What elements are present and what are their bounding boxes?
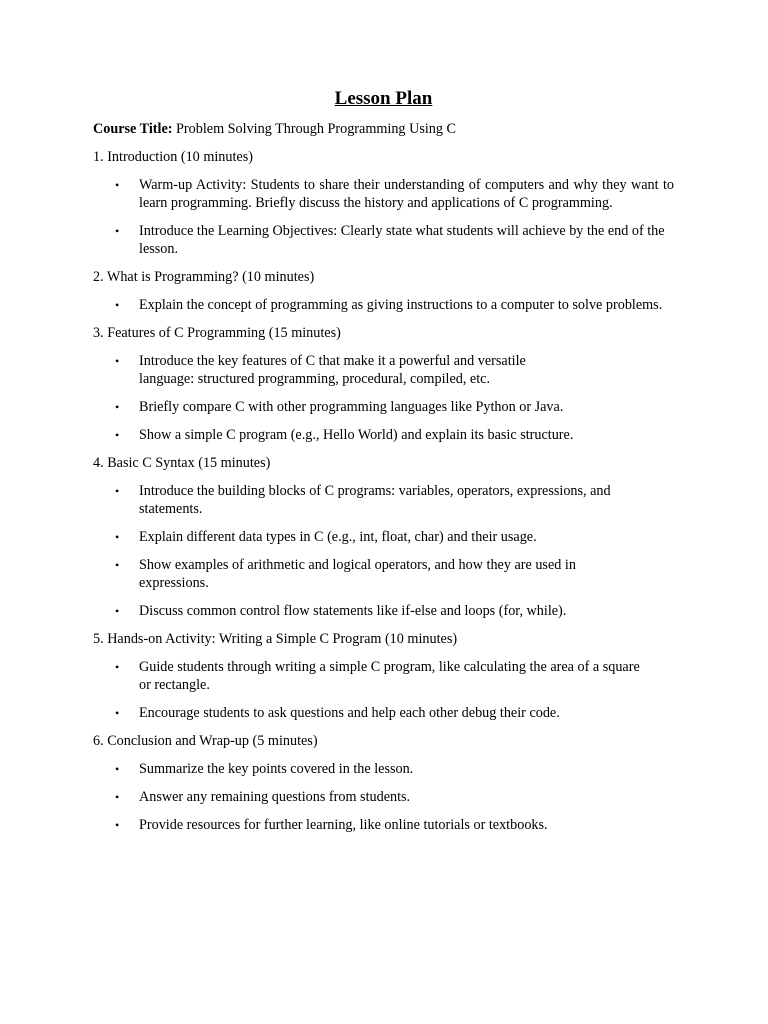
page-title: Lesson Plan <box>334 88 433 109</box>
course-title-line <box>93 120 674 138</box>
section-hands-on-activity <box>93 630 674 722</box>
section-introduction <box>93 148 674 258</box>
list-item <box>93 296 674 314</box>
list-item <box>93 816 674 834</box>
section-heading: 1. Introduction (10 minutes) <box>93 149 253 165</box>
list-item-text: Provide resources for further learning, like online tutorials or textbooks. <box>139 817 548 833</box>
list-item-text: Show examples of arithmetic and logical operators, and how they are used in expressions. <box>139 557 576 591</box>
bullet-icon: • <box>115 530 120 544</box>
bullet-icon: • <box>115 762 120 776</box>
section-heading: 6. Conclusion and Wrap-up (5 minutes) <box>93 733 318 749</box>
list-item-text: Warm-up Activity: Students to share their understanding of computers and why they want to learn programming. Briefly discuss the history and applications of C programming. <box>139 177 674 211</box>
list-item-text: Explain the concept of programming as giving instructions to a computer to solve problems. <box>139 297 663 313</box>
bullet-list <box>93 482 674 620</box>
list-item <box>93 760 674 778</box>
bullet-icon: • <box>115 790 120 804</box>
list-item <box>93 398 674 416</box>
bullet-list <box>93 760 674 834</box>
bullet-icon: • <box>115 178 120 192</box>
list-item-text: Encourage students to ask questions and help each other debug their code. <box>139 705 560 721</box>
bullet-icon: • <box>115 354 120 368</box>
list-item-text: Explain different data types in C (e.g., int, float, char) and their usage. <box>139 529 537 545</box>
list-item <box>93 602 674 620</box>
bullet-icon: • <box>115 484 120 498</box>
bullet-icon: • <box>115 298 120 312</box>
bullet-icon: • <box>115 818 120 832</box>
list-item-text: Introduce the key features of C that make it a powerful and versatile language: structured programming, procedural, compiled, etc. <box>139 353 526 387</box>
list-item-text: Answer any remaining questions from students. <box>139 789 411 805</box>
bullet-list <box>93 658 674 722</box>
list-item-text: Show a simple C program (e.g., Hello World) and explain its basic structure. <box>139 427 574 443</box>
list-item <box>93 176 674 212</box>
list-item <box>93 788 674 806</box>
section-heading: 5. Hands-on Activity: Writing a Simple C Program (10 minutes) <box>93 631 458 647</box>
course-title-value: Problem Solving Through Programming Using C <box>176 121 456 137</box>
section-heading: 2. What is Programming? (10 minutes) <box>93 269 315 285</box>
section-conclusion <box>93 732 674 834</box>
bullet-icon: • <box>115 558 120 572</box>
section-basic-c-syntax <box>93 454 674 620</box>
section-features-of-c <box>93 324 674 444</box>
bullet-icon: • <box>115 706 120 720</box>
bullet-icon: • <box>115 400 120 414</box>
section-heading: 3. Features of C Programming (15 minutes) <box>93 325 341 341</box>
list-item-text: Briefly compare C with other programming languages like Python or Java. <box>139 399 564 415</box>
list-item <box>93 658 674 694</box>
bullet-list <box>93 352 674 444</box>
bullet-list <box>93 296 674 314</box>
bullet-icon: • <box>115 428 120 442</box>
list-item <box>93 482 674 518</box>
list-item <box>93 704 674 722</box>
list-item-text: Summarize the key points covered in the lesson. <box>139 761 414 777</box>
list-item-text: Discuss common control flow statements like if-else and loops (for, while). <box>139 603 567 619</box>
bullet-icon: • <box>115 224 120 238</box>
course-title-label: Course Title: <box>93 121 173 137</box>
list-item-text: Introduce the building blocks of C programs: variables, operators, expressions, and statements. <box>139 483 611 517</box>
list-item <box>93 528 674 546</box>
list-item-text: Introduce the Learning Objectives: Clearly state what students will achieve by the end of the lesson. <box>139 223 665 257</box>
list-item <box>93 222 674 258</box>
list-item <box>93 352 674 388</box>
section-what-is-programming <box>93 268 674 314</box>
list-item <box>93 556 674 592</box>
bullet-icon: • <box>115 660 120 674</box>
bullet-icon: • <box>115 604 120 618</box>
list-item <box>93 426 674 444</box>
list-item-text: Guide students through writing a simple C program, like calculating the area of a square or rectangle. <box>139 659 640 693</box>
section-heading: 4. Basic C Syntax (15 minutes) <box>93 455 271 471</box>
bullet-list <box>93 176 674 258</box>
